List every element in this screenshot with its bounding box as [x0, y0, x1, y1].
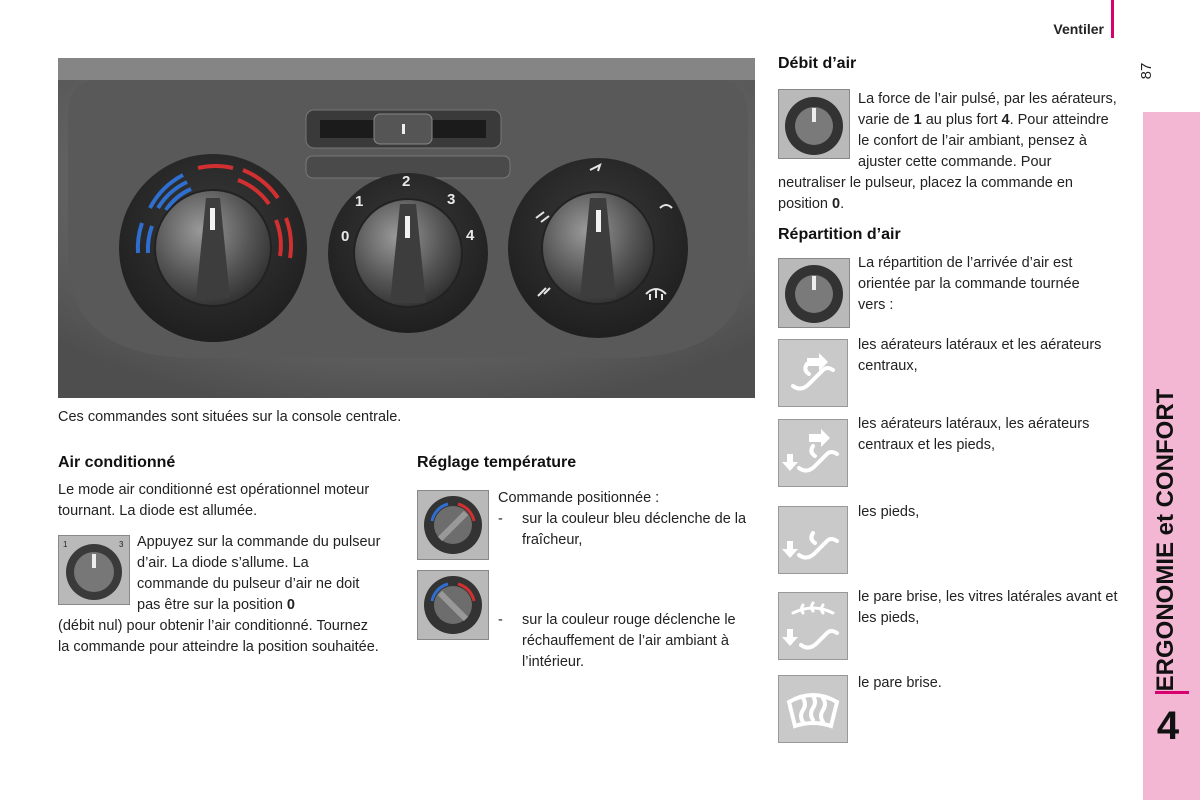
temperature-item-cold: - sur la couleur bleu déclenche de la fraîcheur, [498, 511, 747, 548]
windscreen-demist-icon [778, 675, 848, 743]
console-illustration [58, 58, 755, 398]
thumb-label-1: 1 [63, 540, 68, 549]
page-number: 87 [1138, 62, 1155, 80]
distribution-item-5: le pare brise. [858, 675, 942, 691]
windscreen-feet-icon [778, 592, 848, 660]
airflow-text: La force de l’air pulsé, par les aérateurs, varie de 1 au plus fort 4. Pour atteindre le confort de l’air ambiant, pensez à ajuster cette commande. Pour neutraliser le pulseur, placez la commande en position 0. [778, 91, 1117, 212]
fan-label-2: 2 [402, 173, 411, 190]
distribution-item-2: les aérateurs latéraux, les aérateurs centraux et les pieds, [858, 416, 1090, 453]
fan-label-4: 4 [466, 227, 475, 244]
temperature-item-hot: - sur la couleur rouge déclenche le réchauffement de l’air ambiant à l’intérieur. [498, 612, 736, 670]
airflow-heading: Débit d’air [778, 55, 857, 72]
distribution-intro: La répartition de l’arrivée d’air est orientée par la commande tournée vers : [858, 255, 1080, 313]
temp-cold-thumbnail [417, 490, 489, 560]
chapter-rule [1155, 691, 1189, 694]
ac-instructions-cont: (débit nul) pour obtenir l’air conditionné. Tournez la commande pour atteindre la position souhaitée. [58, 618, 379, 655]
distribution-item-1: les aérateurs latéraux et les aérateurs centraux, [858, 337, 1102, 374]
temperature-intro: Commande positionnée : [498, 490, 660, 506]
photo-caption: Ces commandes sont situées sur la console centrale. [58, 409, 402, 425]
feet-vent-icon [778, 506, 848, 574]
distribution-item-4: le pare brise, les vitres latérales avant et les pieds, [858, 589, 1118, 626]
ac-heading: Air conditionné [58, 454, 176, 471]
chapter-number: 4 [1156, 704, 1180, 748]
fan-label-3: 3 [447, 191, 456, 208]
temp-hot-thumbnail [417, 570, 489, 640]
face-feet-vent-icon [778, 419, 848, 487]
fan-label-0: 0 [341, 228, 350, 245]
console-photo [58, 58, 755, 398]
distribution-item-3: les pieds, [858, 504, 920, 520]
temperature-heading: Réglage température [417, 454, 577, 471]
fan-label-1: 1 [355, 193, 364, 210]
header-accent-line [1111, 0, 1114, 38]
face-vent-icon [778, 339, 848, 407]
ac-instructions: Appuyez sur la commande du pulseur d’air. La diode s’allume. La commande du pulseur d’air ne doit pas être sur la position 0 [137, 534, 381, 613]
ac-knob-thumbnail [58, 535, 130, 605]
chapter-title: ERGONOMIE et CONFORT [1152, 388, 1179, 692]
section-title: Ventiler [1053, 21, 1104, 37]
distribution-knob-thumbnail [778, 258, 850, 328]
ac-intro: Le mode air conditionné est opérationnel moteur tournant. La diode est allumée. [58, 482, 370, 519]
distribution-heading: Répartition d’air [778, 226, 901, 243]
thumb-label-3: 3 [119, 540, 124, 549]
